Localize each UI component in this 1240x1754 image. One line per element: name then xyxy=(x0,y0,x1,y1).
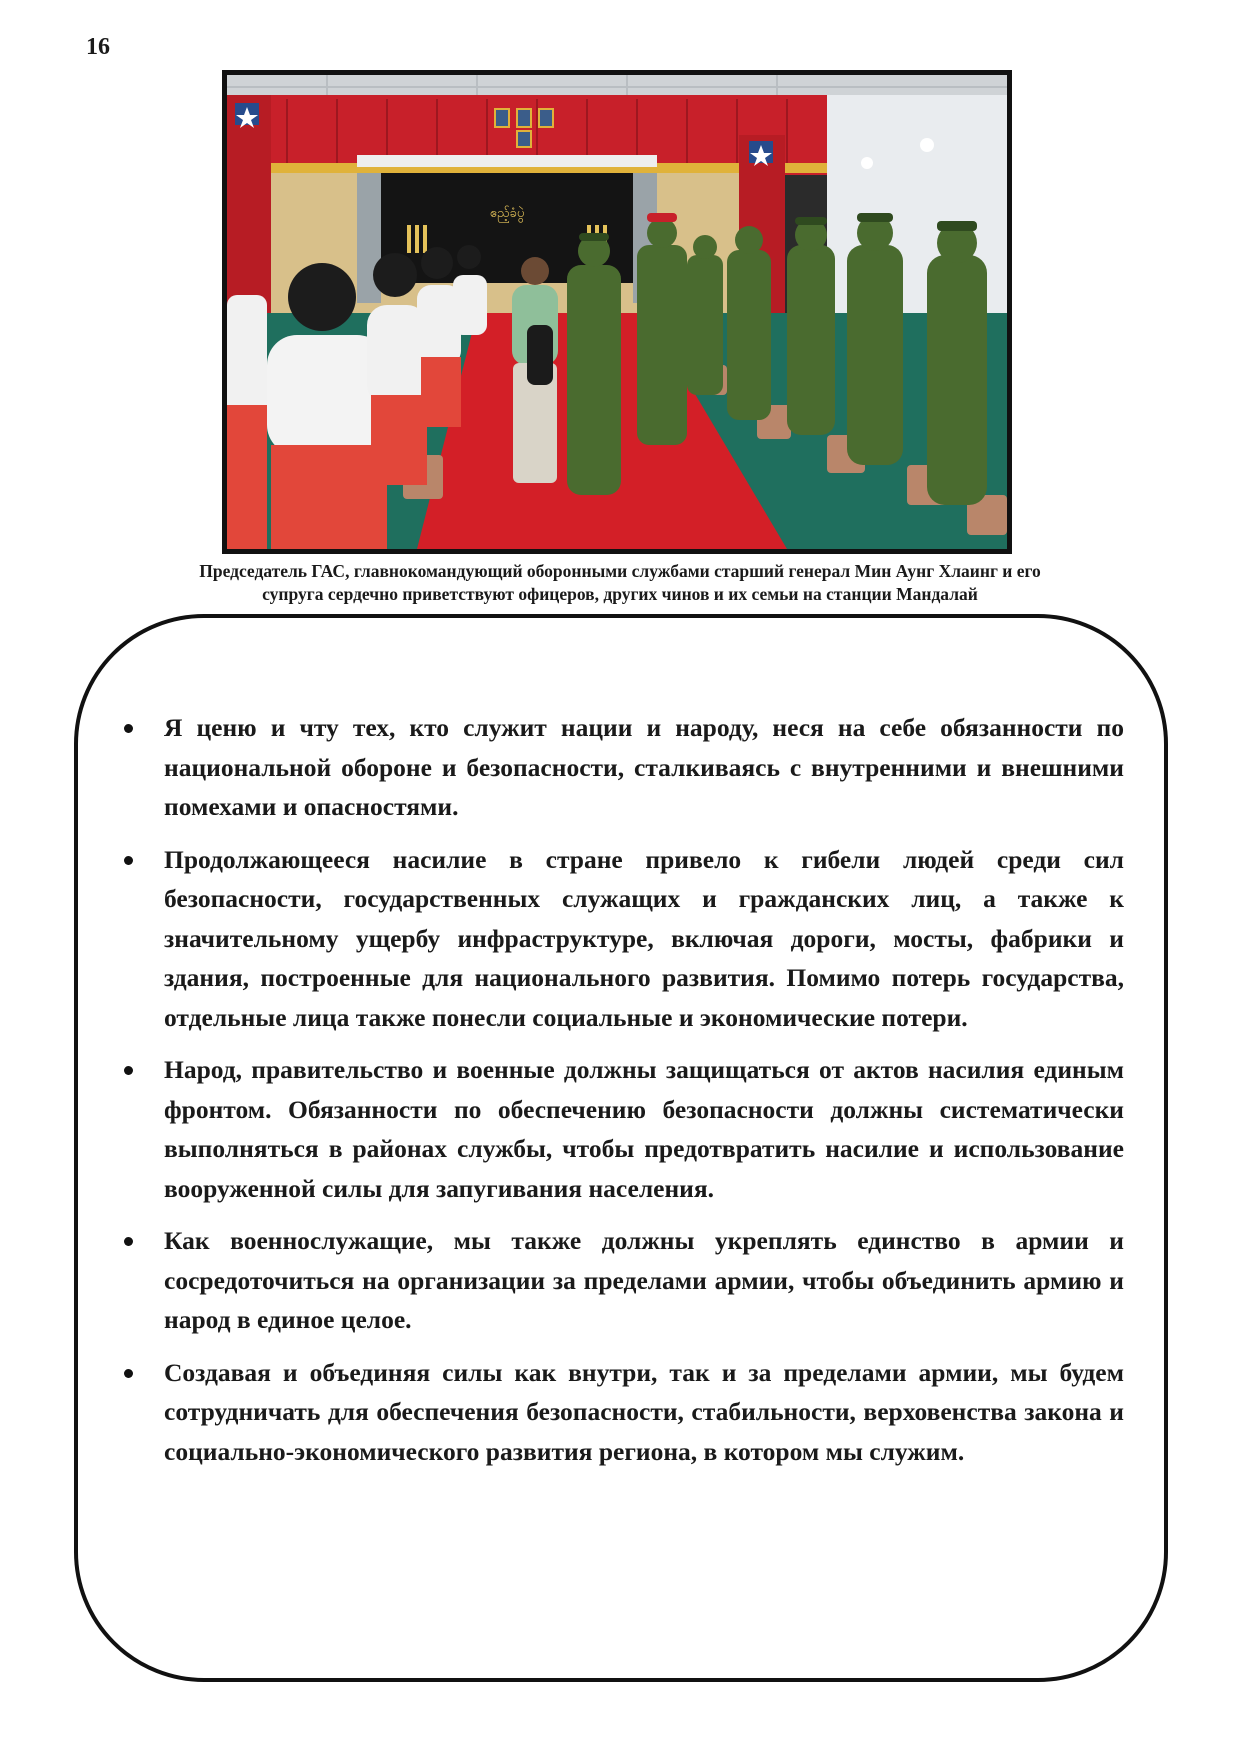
bullet-item xyxy=(124,840,1124,1038)
bullet-icon xyxy=(124,1369,133,1378)
bullet-text: Продолжающееся насилие в стране привело к гибели людей среди сил безопасности, государственных служащих и гражданских лиц, а также к значительному ущербу инфраструктуре, включая дороги, мосты, фабрики и здания, построенные для национального развития. Помимо потерь государства, отдельные лица также понесли социальные и экономические потери. xyxy=(164,844,1124,1032)
bullet-item xyxy=(124,1353,1124,1472)
bullet-text: Создавая и объединяя силы как внутри, так и за пределами армии, мы будем сотрудничать для обеспечения безопасности, стабильности, верховенства закона и социально-экономического развития региона, в котором мы служим. xyxy=(164,1357,1124,1466)
stage-banner-text: ဧည့်ခံပွဲ xyxy=(489,206,525,221)
bullet-icon xyxy=(124,856,133,865)
bullet-icon xyxy=(124,1237,133,1246)
caption-line-2: супруга сердечно приветствуют офицеров, других чинов и их семьи на станции Мандалай xyxy=(262,584,978,604)
bullet-text: Как военнослужащие, мы также должны укреплять единство в армии и сосредоточиться на организации за пределами армии, чтобы объединить армию и народ в единое целое. xyxy=(164,1226,1124,1334)
bullet-list xyxy=(124,708,1124,1484)
bullet-icon xyxy=(124,724,133,733)
bullet-item xyxy=(124,1221,1124,1340)
bullet-icon xyxy=(124,1066,133,1075)
page-number: 16 xyxy=(86,34,110,60)
bullet-item xyxy=(124,708,1124,827)
bullet-text: Народ, правительство и военные должны защищаться от актов насилия единым фронтом. Обязанности по обеспечению безопасности должны систематически выполняться в районах службы, чтобы предотвратить насилие и использование вооруженной силы для запугивания населения. xyxy=(164,1055,1124,1203)
photo-caption xyxy=(96,560,1144,606)
event-photo xyxy=(222,70,1012,554)
bullet-item xyxy=(124,1050,1124,1208)
caption-line-1: Председатель ГАС, главнокомандующий оборонными службами старший генерал Мин Аунг Хлаинг и его xyxy=(199,561,1041,581)
bullet-text: Я ценю и чту тех, кто служит нации и народу, неся на себе обязанности по национальной обороне и безопасности, сталкиваясь с внутренними и внешними помехами и опасностями. xyxy=(164,713,1124,821)
statement-panel xyxy=(74,614,1168,1682)
reception-hall-illustration xyxy=(227,75,1007,549)
